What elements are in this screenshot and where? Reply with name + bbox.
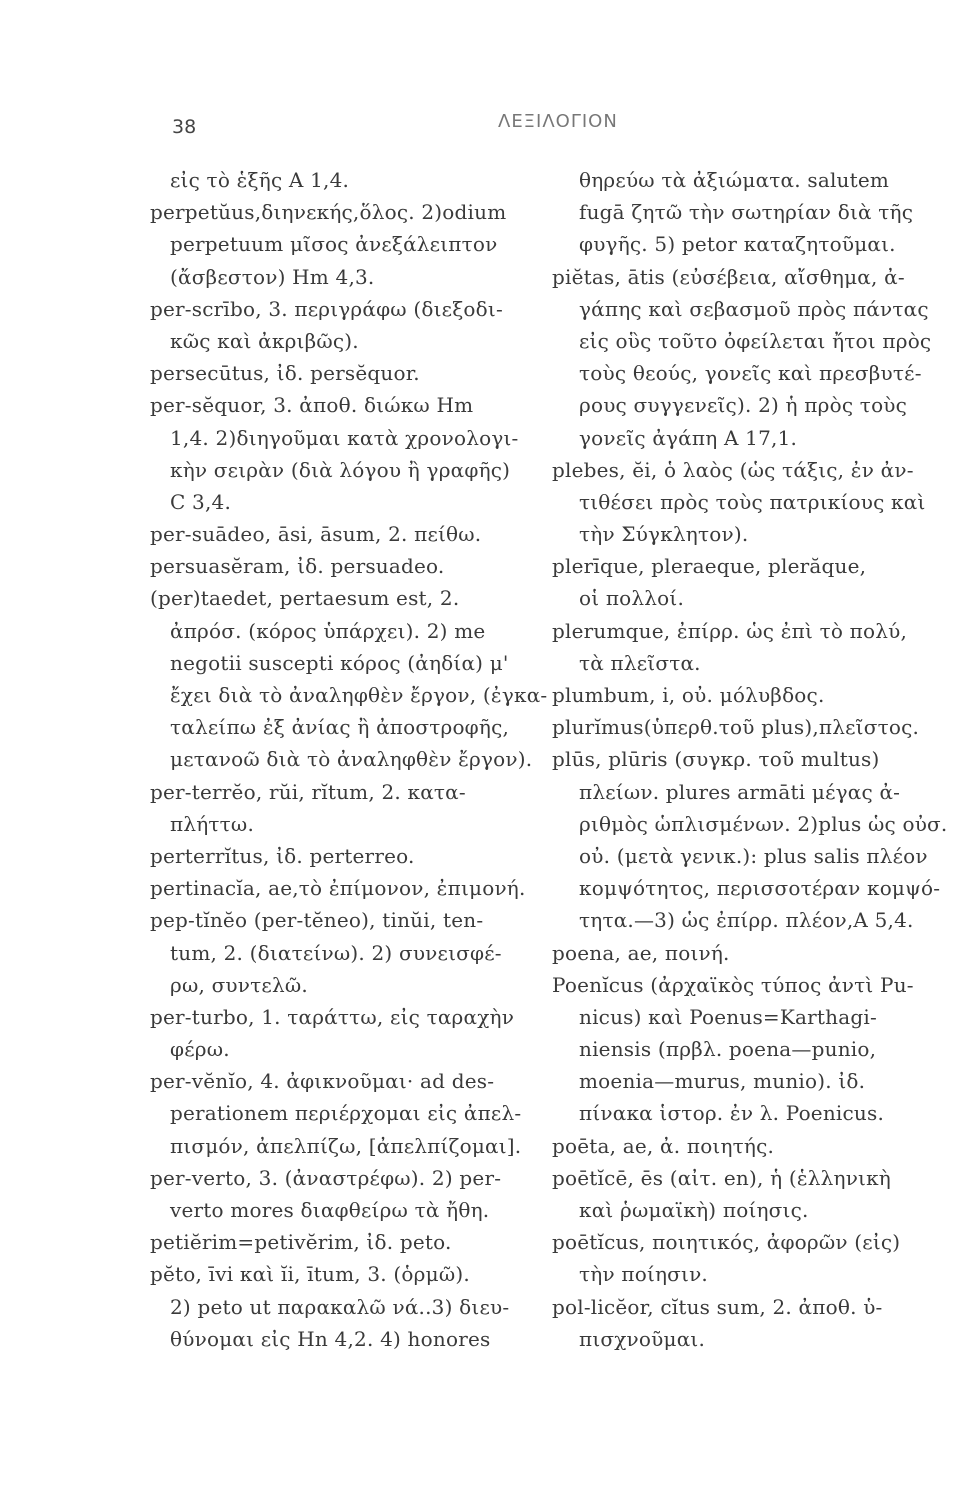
- dictionary-line: per-sĕquor, 3. ἀποθ. διώκω Hm: [150, 393, 474, 418]
- dictionary-line: γονεῖς ἀγάπη A 17,1.: [579, 425, 798, 450]
- dictionary-line: plerumque, ἐπίρρ. ὡς ἐπὶ τὸ πολύ,: [552, 618, 908, 643]
- dictionary-line: τιθέσει πρὸς τοὺς πατρικίους καὶ: [579, 489, 926, 514]
- dictionary-line: κὴν σειρὰν (διὰ λόγου ἢ γραφῆς): [170, 457, 511, 482]
- dictionary-line: pol-licĕor, cĭtus sum, 2. ἀποθ. ὑ-: [552, 1294, 883, 1319]
- dictionary-line: nicus) καὶ Poenus=Karthagi-: [579, 1004, 877, 1029]
- dictionary-line: per-vĕnĭo, 4. ἀφικνοῦμαι· ad des-: [150, 1069, 495, 1094]
- dictionary-line: πίνακα ἱστορ. ἐν λ. Poenicus.: [579, 1101, 885, 1126]
- dictionary-line: τοὺς θεούς, γονεῖς καὶ πρεσβυτέ-: [579, 361, 922, 386]
- dictionary-line: per-verto, 3. (ἀναστρέφω). 2) per-: [150, 1165, 502, 1190]
- dictionary-line: poētĭcē, ēs (αἰτ. en), ἡ (ἑλληνικὴ: [552, 1165, 891, 1190]
- dictionary-line: ἀπρόσ. (κόρος ὑπάρχει). 2) me: [170, 618, 486, 643]
- dictionary-line: plumbum, i, οὐ. μόλυβδος.: [552, 683, 825, 707]
- page-number: 38: [172, 116, 197, 138]
- dictionary-line: ρω, συντελῶ.: [170, 972, 308, 997]
- dictionary-line: plerīque, pleraeque, plerăque,: [552, 554, 867, 579]
- dictionary-line: θύνομαι εἰς Hn 4,2. 4) honores: [170, 1326, 491, 1351]
- dictionary-line: negotii suscepti κόρος (ἀηδία) μ': [170, 650, 509, 675]
- dictionary-line: ἔχει διὰ τὸ ἀναληφθὲν ἔργον, (ἐγκα-: [170, 683, 548, 707]
- dictionary-line: ρους συγγενεῖς). 2) ἡ πρὸς τοὺς: [579, 393, 908, 418]
- dictionary-line: tum, 2. (διατείνω). 2) συνεισφέ-: [170, 940, 502, 965]
- dictionary-line: plūs, plūris (συγκρ. τοῦ multus): [552, 747, 880, 772]
- dictionary-line: moenia—murus, munio). ἰδ.: [579, 1069, 866, 1094]
- dictionary-line: pep-tĭnĕo (per-tĕneo), tinŭi, ten-: [150, 908, 484, 933]
- dictionary-line: καὶ ῥωμαϊκὴ) ποίησις.: [579, 1198, 809, 1222]
- dictionary-line: petiĕrim=petivĕrim, ἰδ. peto.: [150, 1230, 452, 1255]
- dictionary-line: κῶς καὶ ἀκριβῶς).: [170, 328, 359, 353]
- dictionary-line: plebes, ĕi, ὁ λαὸς (ὡς τάξις, ἐν ἀν-: [552, 457, 914, 482]
- dictionary-line: persecūtus, ἰδ. persĕquor.: [150, 361, 420, 386]
- dictionary-line: πλείων. plures armāti μέγας ἀ-: [579, 779, 901, 804]
- dictionary-line: plurĭmus(ὑπερθ.τοῦ plus),πλεῖστος.: [552, 715, 920, 740]
- dictionary-line: per-terrĕo, rŭi, rĭtum, 2. κατα-: [150, 779, 466, 804]
- dictionary-line: per-turbo, 1. ταράττω, εἰς ταραχὴν: [150, 1004, 515, 1029]
- dictionary-line: (ἄσβεστον) Hm 4,3.: [170, 264, 375, 289]
- dictionary-line: per-scrībo, 3. περιγράφω (διεξοδι-: [150, 296, 503, 321]
- dictionary-line: perpetŭus,διηνεκής,ὅλος. 2)odium: [150, 200, 507, 225]
- dictionary-line: μετανοῶ διὰ τὸ ἀναληφθὲν ἔργον).: [170, 747, 533, 772]
- running-head: ΛΕΞΙΛΟΓΙΟΝ: [498, 111, 618, 132]
- dictionary-line: οὐ. (μετὰ γενικ.): plus salis πλέον: [579, 843, 928, 868]
- dictionary-line: εἰς τὸ ἑξῆς A 1,4.: [170, 168, 350, 192]
- dictionary-line: fugā ζητῶ τὴν σωτηρίαν διὰ τῆς: [579, 200, 914, 225]
- dictionary-line: perpetuum μῖσος ἀνεξάλειπτον: [170, 232, 498, 257]
- dictionary-line: poena, ae, ποινή.: [552, 940, 730, 965]
- dictionary-line: θηρεύω τὰ ἀξιώματα. salutem: [579, 168, 890, 192]
- dictionary-line: κομψότητος, περισσοτέραν κομψό-: [579, 876, 941, 901]
- dictionary-line: φέρω.: [170, 1037, 230, 1062]
- dictionary-line: τὴν Σύγκλητον).: [579, 522, 749, 547]
- dictionary-line: verto mores διαφθείρω τὰ ἤθη.: [170, 1198, 490, 1222]
- dictionary-line: τητα.—3) ὡς ἐπίρρ. πλέον,A 5,4.: [579, 908, 914, 933]
- dictionary-line: perationem περιέρχομαι εἰς ἀπελ-: [170, 1101, 522, 1126]
- dictionary-line: πλήττω.: [170, 811, 254, 836]
- dictionary-line: per-suādeo, āsi, āsum, 2. πείθω.: [150, 522, 482, 547]
- dictionary-line: οἱ πολλοί.: [579, 586, 685, 611]
- dictionary-line: niensis (πρβλ. poena—punio,: [579, 1037, 877, 1062]
- dictionary-line: πισμόν, ἀπελπίζω, [ἀπελπίζομαι].: [170, 1133, 522, 1158]
- dictionary-line: φυγῆς. 5) petor καταζητοῦμαι.: [579, 232, 896, 257]
- dictionary-line: ριθμὸς ὡπλισμένων. 2)plus ὡς οὐσ.: [579, 811, 948, 836]
- dictionary-line: τὴν ποίησιν.: [579, 1262, 708, 1287]
- dictionary-line: C 3,4.: [170, 489, 232, 514]
- dictionary-line: πισχνοῦμαι.: [579, 1326, 706, 1351]
- dictionary-line: γάπης καὶ σεβασμοῦ πρὸς πάντας: [579, 296, 929, 321]
- dictionary-line: τὰ πλεῖστα.: [579, 650, 701, 675]
- right-column: [552, 164, 967, 1355]
- dictionary-line: 1,4. 2)διηγοῦμαι κατὰ χρονολογι-: [170, 425, 519, 450]
- dictionary-line: 2) peto ut παρακαλῶ νά..3) διευ-: [170, 1294, 510, 1319]
- dictionary-line: Poenĭcus (ἀρχαϊκὸς τύπος ἀντὶ Pu-: [552, 972, 914, 997]
- dictionary-line: piĕtas, ātis (εὐσέβεια, αἴσθημα, ἀ-: [552, 264, 905, 289]
- dictionary-line: pĕto, īvi καὶ ĭi, ītum, 3. (ὁρμῶ).: [150, 1262, 470, 1287]
- dictionary-line: persuasĕram, ἰδ. persuadeo.: [150, 554, 445, 579]
- dictionary-line: εἰς οὓς τοῦτο ὀφείλεται ἤτοι πρὸς: [579, 328, 932, 353]
- dictionary-line: poētĭcus, ποιητικός, ἀφορῶν (εἰς): [552, 1230, 901, 1255]
- dictionary-line: (per)taedet, pertaesum est, 2.: [150, 586, 460, 611]
- dictionary-line: pertinacĭa, ae,τὸ ἐπίμονον, ἐπιμονή.: [150, 876, 526, 901]
- left-column: [150, 164, 548, 1355]
- dictionary-line: perterrĭtus, ἰδ. perterreo.: [150, 843, 415, 868]
- dictionary-line: poēta, ae, ἀ. ποιητής.: [552, 1133, 775, 1158]
- dictionary-line: ταλείπω ἐξ ἀνίας ἢ ἀποστροφῆς,: [170, 715, 510, 740]
